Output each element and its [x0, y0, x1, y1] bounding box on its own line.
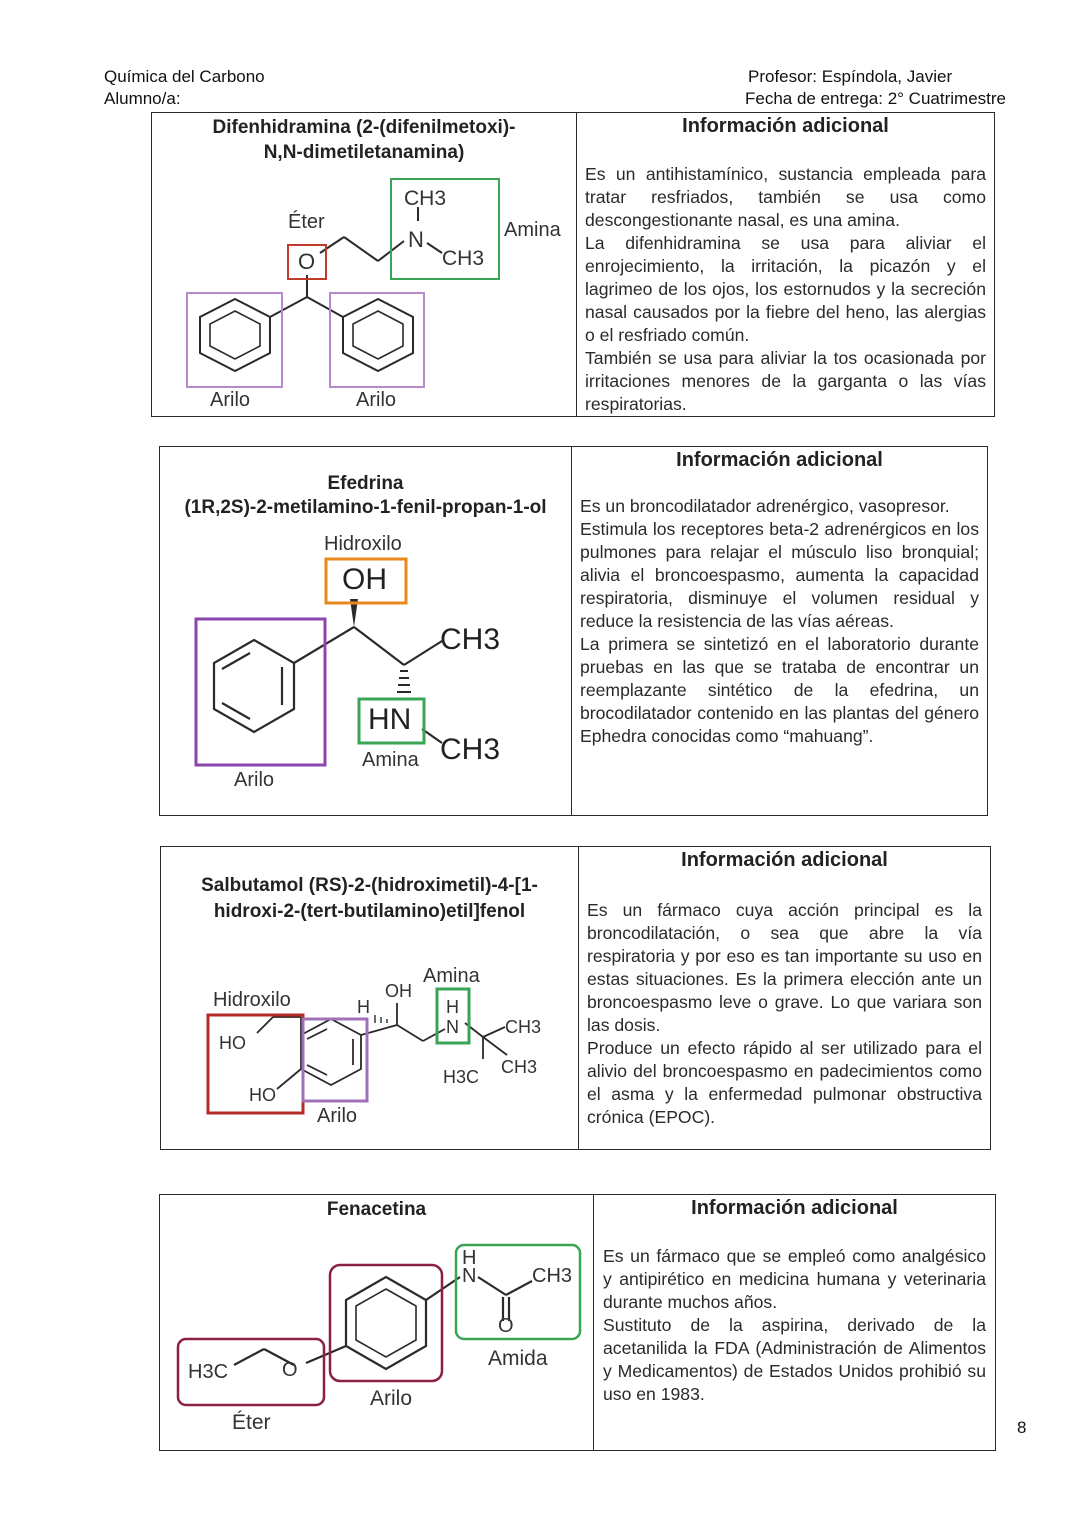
info-paragraph: La primera se sintetizó en el laboratorio durante pruebas en las que se trataba de encontrar un reemplazante sintético de la efedrina, un brocodilatador contenido en las plantas del género Ephedra conocidas como “mahuang”. — [580, 634, 979, 746]
aryl-ring — [301, 1019, 361, 1085]
group-ho-bottom: HO — [249, 1085, 276, 1105]
compound-name-line2: N,N-dimetiletanamina) — [263, 142, 465, 163]
info-paragraph: Es un antihistamínico, sustancia empleada para tratar resfriados, también se usa como descongestionante nasal, es una amina. — [585, 164, 986, 230]
info-paragraph: Sustituto de la aspirina, derivado de la acetanilida la FDA (Administración de Alimentos y Medicamentos) de Estados Unidos prohibió su uso en 1983. — [603, 1315, 986, 1404]
info-paragraph: Es un fármaco cuya acción principal es la broncodilatación, o sea que abre la vía respiratoria y por eso es tan importante su uso en estas situaciones. Es la primera elección ante un broncoespasmo leve o grave. Lo que variara son las dosis. — [587, 900, 982, 1035]
label-amida: Amida — [488, 1347, 548, 1370]
info-text — [580, 495, 979, 748]
compound-name-line2: (1R,2S)-2-metilamino-1-fenil-propan-1-ol — [184, 497, 547, 518]
group-ho-top: HO — [219, 1033, 246, 1053]
info-paragraph: También se usa para aliviar la tos ocasionada por irritaciones menores de la garganta o las vías respiratorias. — [585, 348, 986, 414]
label-amina: Amina — [423, 965, 480, 987]
info-paragraph: Es un broncodilatador adrenérgico, vasopresor. — [580, 496, 950, 516]
group-oh: OH — [385, 981, 412, 1001]
compound-name-line2: hidroxi-2-(tert-butilamino)etil]fenol — [213, 901, 526, 922]
label-arilo-right: Arilo — [356, 389, 397, 411]
group-h3c: H3C — [443, 1067, 480, 1087]
compound-name-line1: Salbutamol (RS)-2-(hidroximetil)-4-[1- — [201, 875, 538, 896]
info-paragraph: La difenhidramina se usa para aliviar el enrojecimiento, la irritación, la picazón y el lagrimeo de los ojos, los estornudos y la secreción nasal causados por la fiebre del heno, las alergias o el resfriado común. — [585, 233, 986, 345]
atom-o: O — [298, 249, 316, 274]
info-text — [585, 163, 986, 416]
group-ch3-top: CH3 — [440, 623, 501, 656]
structure-panel — [152, 113, 576, 416]
atom-nh-n: N — [462, 1265, 477, 1287]
atom-n: N — [408, 227, 424, 252]
student-label: Alumno/a: — [104, 89, 181, 108]
info-panel — [571, 447, 987, 815]
group-h3c: H3C — [188, 1361, 229, 1383]
info-paragraph: Produce un efecto rápido al ser utilizado para el alivio del broncoespasmo en padecimientos como el asma y la enfermedad pulmonar obstructiva crónica (EPOC). — [587, 1038, 982, 1127]
atom-nh-n: N — [446, 1017, 459, 1037]
label-hidroxilo: Hidroxilo — [324, 533, 402, 555]
structure-panel — [160, 447, 571, 815]
teacher-label: Profesor: Espíndola, Javier — [748, 67, 953, 86]
group-ch3-top: CH3 — [505, 1017, 542, 1037]
compound-name: Fenacetina — [326, 1199, 427, 1220]
atom-o-eter: O — [282, 1359, 298, 1381]
info-text — [587, 899, 982, 1129]
fenacetina-structure — [160, 1195, 593, 1452]
info-title: Información adicional — [691, 1197, 898, 1219]
label-hidroxilo: Hidroxilo — [213, 989, 291, 1011]
compound-card-salbutamol — [160, 846, 991, 1150]
info-title: Información adicional — [681, 849, 888, 871]
page-number: 8 — [1017, 1418, 1027, 1437]
info-panel — [593, 1195, 995, 1450]
compound-card-efedrina — [159, 446, 988, 816]
label-amina: Amina — [504, 219, 561, 241]
group-ch3-top: CH3 — [404, 187, 447, 210]
aryl-ring — [346, 1277, 426, 1369]
arilo-box-left — [187, 293, 282, 387]
label-amina: Amina — [362, 749, 419, 771]
course-title: Química del Carbono — [104, 67, 265, 86]
info-title: Información adicional — [676, 449, 883, 471]
info-text — [603, 1245, 986, 1406]
group-ch3-bottom: CH3 — [440, 733, 501, 766]
info-panel — [576, 113, 994, 416]
label-arilo: Arilo — [317, 1105, 358, 1127]
label-arilo: Arilo — [234, 769, 275, 791]
info-paragraph: Estimula los receptores beta-2 adrenérgicos en los pulmones para relajar el músculo liso bronquial; alivia el broncoespasmo, aumenta la capacidad respiratoria, disminuye el volumen residual y reduce la resistencia de las vías aéreas. — [580, 519, 979, 631]
group-ch3-bottom: CH3 — [501, 1057, 538, 1077]
group-oh: OH — [342, 563, 387, 596]
compound-name-line1: Efedrina — [327, 473, 404, 494]
arilo-box — [196, 619, 325, 765]
compound-card-difenhidramina — [151, 112, 995, 417]
label-arilo-left: Arilo — [210, 389, 251, 411]
arilo-box-right — [330, 293, 424, 387]
info-title: Información adicional — [682, 115, 889, 137]
label-eter: Éter — [232, 1411, 271, 1434]
group-ch3-right: CH3 — [442, 247, 485, 270]
difenhidramina-structure — [152, 113, 576, 418]
info-paragraph: Es un fármaco que se empleó como analgésico y antipirético en medicina humana y veterinaria durante muchos años. — [603, 1246, 986, 1312]
atom-h: H — [357, 997, 370, 1017]
info-panel — [578, 847, 990, 1149]
compound-card-fenacetina — [159, 1194, 996, 1451]
structure-panel — [160, 1195, 593, 1450]
group-ch3: CH3 — [532, 1265, 573, 1287]
atom-nh-h: H — [446, 997, 459, 1017]
label-eter: Éter — [288, 211, 325, 233]
structure-panel — [161, 847, 578, 1149]
arilo-box — [303, 1019, 367, 1101]
atom-o-carbonyl: O — [498, 1315, 514, 1337]
due-date-label: Fecha de entrega: 2° Cuatrimestre — [745, 89, 1006, 108]
group-hn: HN — [368, 703, 412, 736]
compound-name-line1: Difenhidramina (2-(difenilmetoxi)- — [212, 117, 516, 138]
atom-nh-h: H — [462, 1247, 477, 1269]
label-arilo: Arilo — [370, 1387, 413, 1410]
